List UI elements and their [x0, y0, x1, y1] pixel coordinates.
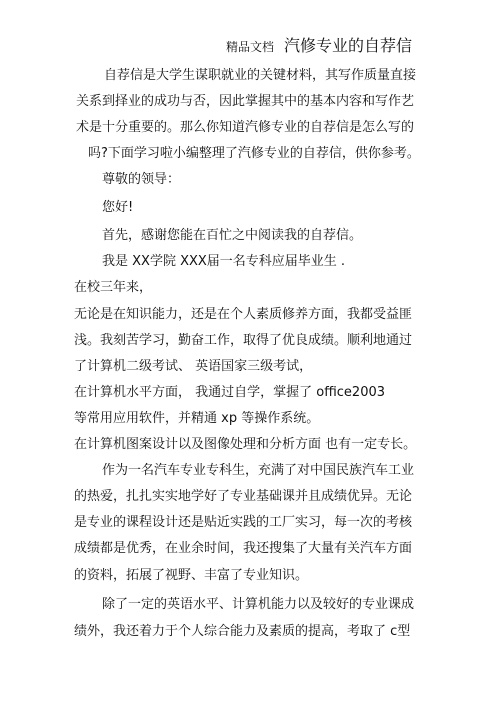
body-line: 绩外，我还着力于个人综合能力及素质的提高，考取了 c型 [74, 624, 411, 639]
body-line: 等常用应用软件，并精通 xp 等操作系统。 [74, 411, 320, 426]
body-line: 尊敬的领导： [102, 172, 181, 187]
body-line: 首先，感谢您能在百忙之中阅读我的自荐信。 [102, 228, 363, 243]
body-line: 您好! [102, 200, 134, 215]
body-line: 吗?下面学习啦小编整理了汽修专业的自荐信，供你参考。 [88, 146, 420, 161]
body-line: 作为一名汽车专业专科生，充满了对中国民族汽车工业 [102, 463, 415, 478]
body-line: 的资料，拓展了视野、丰富了专业知识。 [74, 568, 309, 583]
body-line: 无论是在知识能力，还是在个人素质修养方面，我都受益匪 [74, 307, 413, 322]
header-label: 精品文档 [226, 40, 275, 54]
body-line: 在校三年来， [74, 280, 153, 295]
body-line: 在计算机图案设计以及图像处理和分析方面 也有一定专长。 [74, 437, 417, 452]
body-line: 我是 XX学院 XXX届一名专科应届毕业生 . [102, 254, 346, 269]
body-line: 了计算机二级考试、 英语国家三级考试， [74, 359, 313, 374]
body-line: 除了一定的英语水平、计算机能力以及较好的专业课成 [102, 597, 415, 612]
body-line: 的热爱，扎扎实实地学好了专业基础课并且成绩优异。无论 [74, 489, 413, 504]
body-line: 在计算机水平方面， 我通过自学，掌握了 office2003 [74, 385, 386, 400]
body-line: 浅。我刻苦学习，勤奋工作，取得了优良成绩。顺利地通过 [74, 333, 413, 348]
body-line: 关系到择业的成功与否，因此掌握其中的基本内容和写作艺 [76, 94, 415, 109]
body-line: 是专业的课程设计还是贴近实践的工厂实习，每一次的考核 [74, 515, 413, 530]
body-line: 自荐信是大学生谋职就业的关键材料，其写作质量直接 [104, 68, 417, 83]
body-line: 术是十分重要的。那么你知道汽修专业的自荐信是怎么写的 [76, 120, 415, 135]
document-title: 汽修专业的自荐信 [284, 36, 413, 55]
document-header [0, 36, 500, 60]
body-line: 成绩都是优秀，在业余时间，我还搜集了大量有关汽车方面 [74, 541, 413, 556]
